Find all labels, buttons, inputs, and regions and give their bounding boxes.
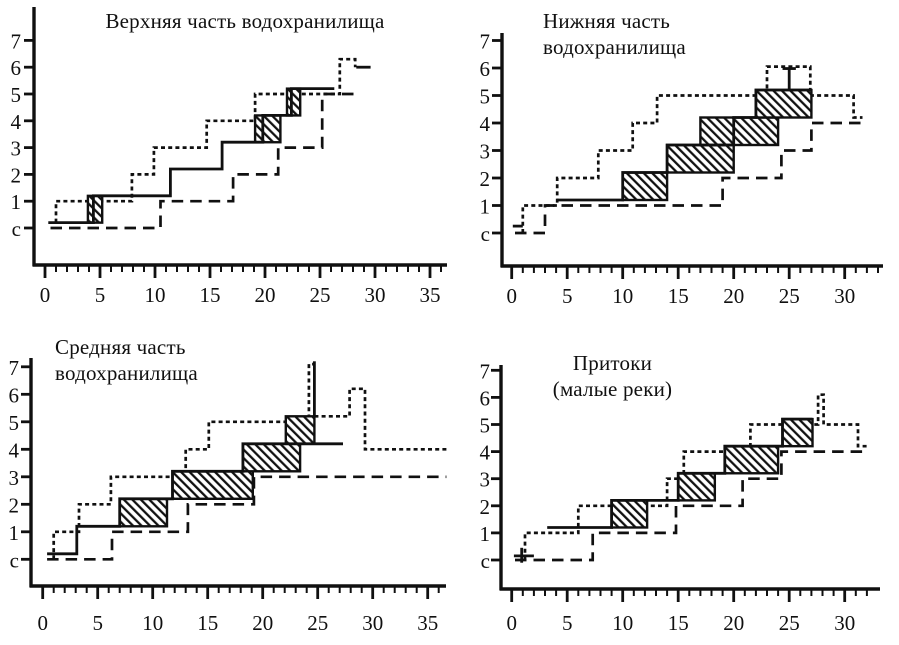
uncertainty-box [287,89,300,116]
y-tick-label: 1 [479,194,490,219]
y-tick-label: 6 [10,56,21,81]
x-tick-label: 0 [39,283,51,307]
x-tick-label: 15 [199,283,221,307]
y-tick-label: 3 [10,136,21,161]
uncertainty-box [623,173,667,201]
x-tick-label: 20 [252,611,274,635]
uncertainty-box [286,416,315,444]
x-tick-label: 15 [197,611,219,635]
y-tick-label: 5 [8,410,19,435]
y-tick-label: 3 [8,465,19,490]
step-line-long-dash [515,123,865,233]
y-tick-label: 2 [10,163,21,188]
uncertainty-box [120,499,167,527]
panel-tributaries-chart [450,320,899,645]
x-tick-label: 30 [362,611,384,635]
y-tick-label: 1 [479,521,490,546]
panel-title-line: Нижняя часть [543,9,671,33]
uncertainty-box [783,419,813,446]
y-tick-label: 4 [10,109,21,134]
y-tick-label: с [9,548,19,573]
axes [11,7,448,307]
x-tick-label: 10 [144,283,166,307]
y-tick-label: с [480,222,490,246]
x-tick-label: 35 [419,283,441,307]
x-tick-label: 25 [307,611,329,635]
y-tick-label: 7 [479,359,490,384]
x-tick-label: 10 [142,611,164,635]
y-tick-label: 4 [479,440,490,465]
uncertainty-box [243,444,300,472]
y-tick-label: 2 [8,493,19,518]
panel-lower-reservoir-chart [450,0,899,320]
y-tick-label: 2 [479,494,490,519]
panel-title-line: Притоки [572,351,653,375]
step-line-long-dash [515,452,867,560]
step-line-short-dash [314,389,446,450]
uncertainty-box [88,196,102,223]
x-tick-label: 30 [364,283,386,307]
x-tick-label: 20 [723,284,745,308]
uncertainty-box [725,446,778,473]
x-tick-label: 5 [561,611,573,635]
x-tick-label: 5 [561,284,573,308]
y-tick-label: 5 [479,84,490,109]
x-tick-label: 25 [778,611,800,635]
uncertainty-box [667,145,734,173]
x-tick-label: 5 [92,611,103,635]
x-tick-label: 15 [667,284,689,308]
y-tick-label: 4 [8,438,19,463]
panel-middle-reservoir-chart [0,320,450,645]
y-tick-label: 1 [8,520,19,545]
uncertainty-box [678,473,715,500]
x-tick-label: 35 [417,611,439,635]
uncertainty-box [255,115,280,142]
x-tick-label: 0 [506,284,517,308]
y-tick-label: 1 [10,190,21,215]
panel-title-line: водохранилища [543,35,686,59]
y-tick-label: 7 [8,355,19,380]
y-tick-label: 6 [479,57,490,81]
y-tick-label: 3 [479,139,490,164]
x-tick-label: 15 [667,611,689,635]
y-tick-label: 6 [8,383,19,408]
y-tick-label: 6 [479,386,490,411]
x-tick-label: 30 [834,284,856,308]
y-tick-label: 7 [10,29,21,54]
x-tick-label: 20 [723,611,745,635]
panel-upper-reservoir-chart [0,0,450,320]
x-tick-label: 20 [254,283,276,307]
x-tick-label: 10 [612,284,634,308]
x-tick-label: 25 [309,283,331,307]
y-tick-label: 3 [479,467,490,492]
x-tick-label: 25 [778,284,800,308]
x-tick-label: 30 [834,611,856,635]
y-tick-label: 5 [10,83,21,107]
uncertainty-box [700,118,778,146]
uncertainty-box [612,500,648,527]
x-tick-label: 0 [37,611,48,635]
y-tick-label: 7 [479,29,490,54]
y-tick-label: 4 [479,112,490,136]
x-tick-label: 0 [506,611,517,635]
y-tick-label: 5 [479,413,490,438]
panel-title-line: Средняя часть [55,335,186,359]
uncertainty-box [756,90,812,118]
x-tick-label: 10 [612,611,634,635]
uncertainty-box [173,471,253,499]
panel-title-line: Верхняя часть водохранилища [105,9,385,33]
y-tick-label: с [480,549,490,573]
panel-title-line: водохранилища [55,361,198,385]
x-tick-label: 5 [94,283,106,307]
panel-title-line: (малые реки) [552,377,673,401]
y-tick-label: 2 [479,167,490,191]
y-tick-label: с [11,217,21,241]
